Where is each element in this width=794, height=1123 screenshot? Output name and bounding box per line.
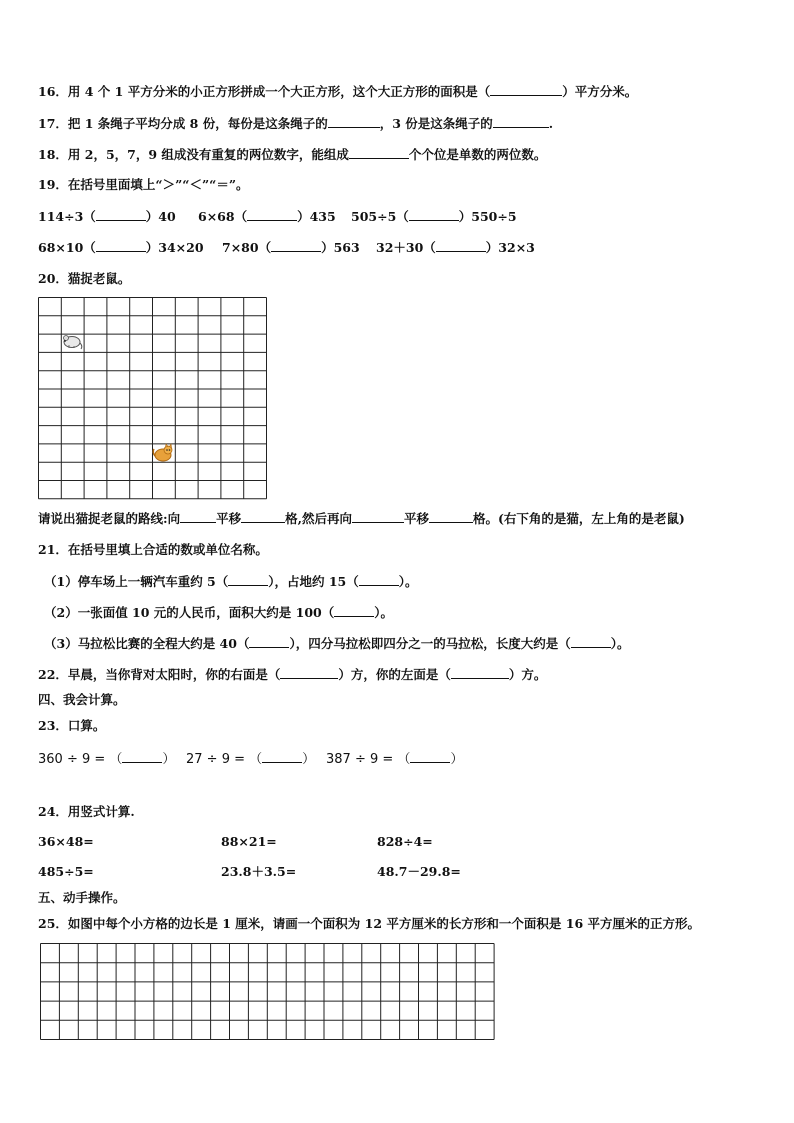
q18-text-b: 个个位是单数的两位数。 (408, 147, 547, 162)
question-20-title: 20．猫捉老鼠。 (38, 271, 131, 286)
q17-blank-2[interactable] (493, 115, 549, 128)
q19-left: 7×80（ (222, 240, 272, 255)
section-4-heading: 四、我会计算。 (38, 692, 126, 707)
q20-text-b: 平移 (216, 511, 242, 526)
q19-left: 68×10（ (38, 240, 96, 255)
q24-item: 36×48= (38, 834, 94, 849)
q19-item (376, 239, 535, 256)
q17-text-b: ，3 份是这条绳子的 (379, 116, 493, 131)
q23-right: ） (450, 752, 464, 767)
q22-blank-2[interactable] (451, 666, 509, 679)
q18-text-a: 18．用 2，5，7，9 组成没有重复的两位数字，能组成 (38, 147, 349, 162)
q23-blank[interactable] (262, 750, 302, 763)
question-17 (38, 115, 553, 132)
q21-sub-3 (44, 635, 629, 652)
q19-blank[interactable] (247, 208, 297, 221)
q19-left: 114÷3（ (38, 209, 96, 224)
q21-3-blank-1[interactable] (249, 635, 289, 648)
q21-3-text-b: ），四分马拉松即四分之一的马拉松，长度大约是（ (289, 636, 571, 651)
drawing-grid[interactable] (40, 943, 496, 1041)
q16-answer-blank[interactable] (490, 83, 562, 96)
q19-blank[interactable] (436, 239, 486, 252)
q21-1-text-a: （1）停车场上一辆汽车重约 5（ (44, 574, 229, 589)
q20-text-e: 格。(右下角的是猫，左上角的是老鼠) (473, 511, 685, 526)
q21-3-text-c: ）。 (610, 636, 630, 651)
q23-blank[interactable] (122, 750, 162, 763)
q22-text-c: ）方。 (508, 667, 547, 682)
q21-1-blank-2[interactable] (359, 573, 399, 586)
q19-item (38, 208, 198, 225)
q19-row-1 (38, 208, 517, 225)
grid-svg (38, 297, 268, 500)
q16-text-a: 16．用 4 个 1 平方分米的小正方形拼成一个大正方形，这个大正方形的面积是（ (38, 84, 491, 99)
q23-left: 27 ÷ 9 = （ (186, 752, 263, 767)
q19-right: ）34×20 (145, 240, 204, 255)
q21-2-blank[interactable] (334, 604, 374, 617)
q23-blank[interactable] (410, 750, 450, 763)
question-24-title: 24．用竖式计算. (38, 804, 135, 819)
q21-1-text-b: ），占地约 15（ (268, 574, 359, 589)
q17-text-c: . (548, 116, 554, 131)
q21-1-text-c: ）。 (398, 574, 418, 589)
q20-blank-steps-1[interactable] (241, 510, 285, 523)
q22-text-b: ）方，你的左面是（ (338, 667, 451, 682)
q20-text-c: 格,然后再向 (285, 511, 352, 526)
q17-blank-1[interactable] (328, 115, 380, 128)
q19-right: ）435 (297, 209, 336, 224)
q16-text-b: ）平方分米。 (562, 84, 638, 99)
q20-route-question (38, 510, 685, 527)
q22-blank-1[interactable] (280, 666, 338, 679)
q23-left: 360 ÷ 9 = （ (38, 752, 123, 767)
q19-left: 505÷5（ (351, 209, 409, 224)
q19-left: 6×68（ (198, 209, 248, 224)
q18-blank[interactable] (349, 146, 409, 159)
question-16 (38, 83, 637, 100)
q21-2-text-a: （2）一张面值 10 元的人民币，面积大约是 100（ (44, 605, 335, 620)
q21-1-blank-1[interactable] (228, 573, 268, 586)
q24-item: 48.7－29.8= (377, 864, 461, 879)
q20-blank-steps-2[interactable] (429, 510, 473, 523)
q22-text-a: 22．早晨，当你背对太阳时，你的右面是（ (38, 667, 281, 682)
q24-item: 23.8＋3.5= (221, 864, 297, 879)
drawing-grid-svg (40, 943, 496, 1041)
q20-blank-direction-2[interactable] (352, 510, 404, 523)
q24-row-2 (38, 864, 461, 880)
q24-item: 485÷5= (38, 864, 94, 879)
q19-blank[interactable] (409, 208, 459, 221)
question-23-title: 23．口算。 (38, 718, 106, 733)
q19-right: ）40 (145, 209, 176, 224)
q19-right: ）550÷5 (458, 209, 517, 224)
q23-item (326, 750, 463, 768)
q23-item (38, 750, 186, 768)
q19-right: ）32×3 (485, 240, 535, 255)
mouse-icon (61, 332, 83, 354)
section-5-heading: 五、动手操作。 (38, 890, 126, 905)
q23-right: ） (162, 752, 176, 767)
q19-right: ）563 (321, 240, 360, 255)
q23-left: 387 ÷ 9 = （ (326, 752, 411, 767)
q24-row-1 (38, 834, 433, 850)
q19-item (38, 239, 222, 256)
question-18 (38, 146, 546, 163)
q21-3-blank-2[interactable] (571, 635, 611, 648)
q20-blank-direction-1[interactable] (180, 510, 216, 523)
q23-right: ） (302, 752, 316, 767)
q23-item (186, 750, 326, 768)
question-19-title: 19．在括号里面填上“＞”“＜”“＝”。 (38, 177, 249, 192)
q19-blank[interactable] (96, 208, 146, 221)
q19-item (222, 239, 376, 256)
q17-text-a: 17．把 1 条绳子平均分成 8 份，每份是这条绳子的 (38, 116, 328, 131)
q21-sub-2 (44, 604, 393, 621)
question-21-title: 21．在括号里填上合适的数或单位名称。 (38, 542, 268, 557)
q24-item: 88×21= (221, 834, 277, 849)
q21-3-text-a: （3）马拉松比赛的全程大约是 40（ (44, 636, 250, 651)
q20-text-a: 请说出猫捉老鼠的路线:向 (38, 511, 181, 526)
q19-row-2 (38, 239, 535, 256)
q21-2-text-b: ）。 (374, 605, 394, 620)
cat-icon (151, 443, 175, 467)
q19-item (351, 208, 517, 225)
q21-sub-1 (44, 573, 418, 590)
question-22 (38, 666, 546, 683)
q19-blank[interactable] (271, 239, 321, 252)
q19-blank[interactable] (96, 239, 146, 252)
cat-mouse-grid (38, 297, 268, 500)
q20-text-d: 平移 (404, 511, 430, 526)
question-25-title: 25．如图中每个小方格的边长是 1 厘米，请画一个面积为 12 平方厘米的长方形和一个面积是 16 平方厘米的正方形。 (38, 916, 700, 931)
q23-row (38, 750, 463, 768)
q19-left: 32＋30（ (376, 240, 436, 255)
q24-item: 828÷4= (377, 834, 433, 849)
q19-item (198, 208, 351, 225)
